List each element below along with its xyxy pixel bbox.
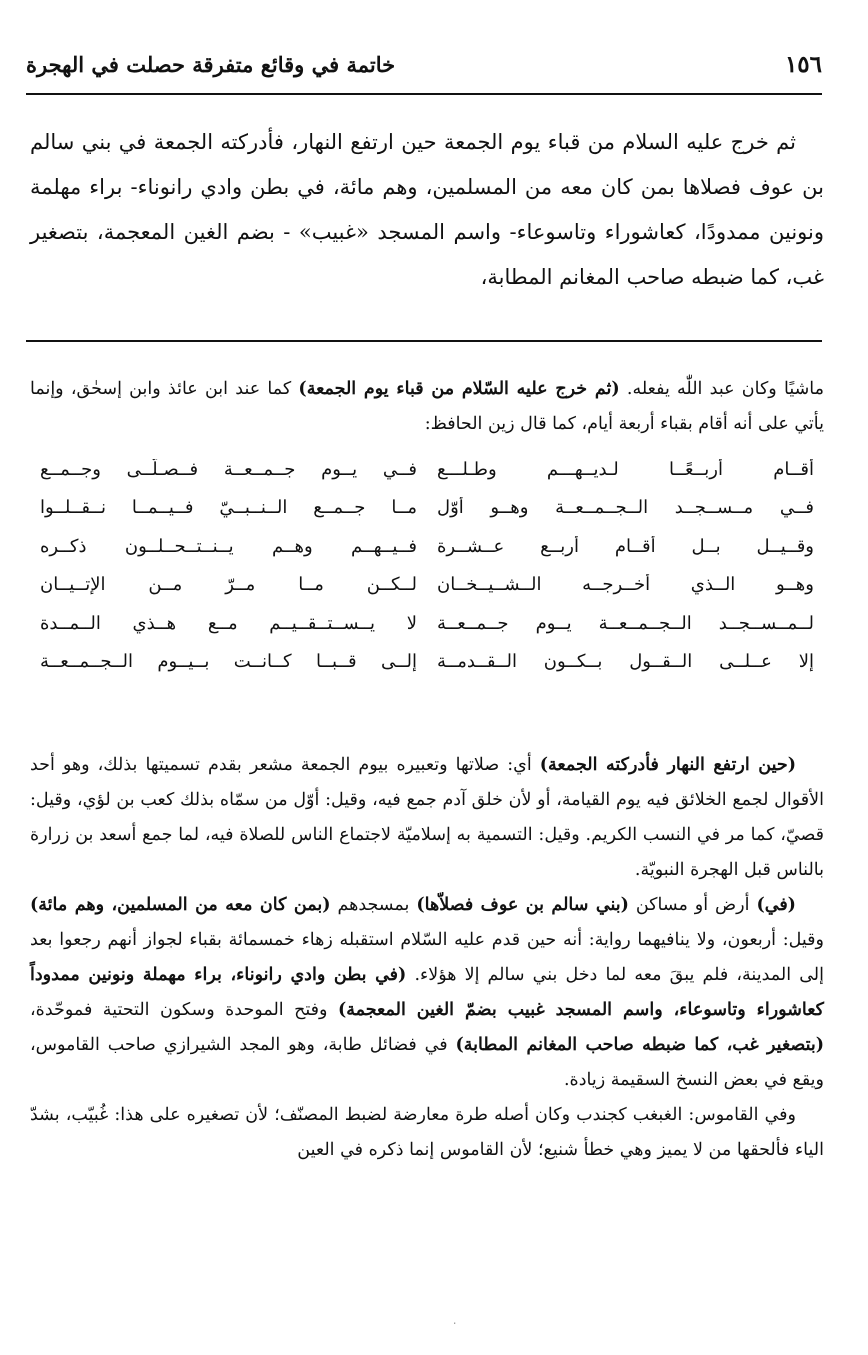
poem-verse bbox=[30, 450, 824, 489]
verse-left-hemistich: فــي يــوم جــمــعــة فــصـلّــى وجــمــع bbox=[40, 458, 417, 480]
verse-left-hemistich: إلــى قــبــا كــانــت بــيــوم الــجــمــعــة bbox=[40, 651, 417, 673]
quoted-matn: (بني سالم بن عوف فصلاّها) bbox=[416, 895, 629, 915]
commentary-text: أي: صلاتها وتعبيره بيوم الجمعة مشعر بقدم تسميتها بذلك، وهو أحد الأقوال لجمع الخلائق فيه يوم القيامة، أو لأن خلق آدم جمع فيه، وقيل: أوّل من سمّاه بذلك كعب بن لؤي، وقيل: قصيّ، كما مر في النسب الكريم. وقيل: التسمية به إسلاميّة لاجتماع الناس للصلاة فيه، لما جمع أسعد بن زرارة بالناس قبل الهجرة النبويّة. bbox=[30, 755, 824, 880]
verse-left-hemistich: لا يــســتــقــيــم مــع هــذي الــمــدة bbox=[40, 612, 417, 634]
verse-right-hemistich: فــي مــســجــد الــجــمــعــة وهــو أوّل bbox=[437, 497, 814, 519]
verse-left-hemistich: لــكــن مــا مــرّ مــن الإتــيــان bbox=[40, 574, 417, 596]
commentary-paragraph bbox=[30, 372, 824, 442]
poem bbox=[30, 450, 824, 681]
header-rule bbox=[26, 93, 822, 95]
main-paragraph: ثم خرج عليه السلام من قباء يوم الجمعة حين ارتفع النهار، فأدركته الجمعة في بني سالم بن عوف فصلاها بمن كان معه من المسلمين، وهم مائة، في بطن وادي رانوناء- براء مهلمة ونونين ممدودًا، كعاشوراء وتاسوعاء- واسم المسجد «غبيب» - بضم الغين المعجمة، بتصغير غب، كما ضبطه صاحب المغانم المطابة، bbox=[30, 130, 824, 289]
verse-right-hemistich: وهــو الــذي أخــرجــه الــشــيــخــان bbox=[437, 574, 814, 596]
commentary-paragraph: وفي القاموس: الغبغب كجندب وكان أصله طرة معارضة لضبط المصنّف؛ لأن تصغيره على هذا: غُبيّب، بشدّ الياء فألحقها من لا يميز وهي خطأ شنيع؛ لأن القاموس إنما ذكره في العين bbox=[30, 1105, 824, 1160]
quoted-matn: (بمن كان معه من المسلمين، وهم مائة) bbox=[30, 895, 331, 915]
commentary-text: وفتح الموحدة وسكون التحتية فموحّدة، bbox=[30, 1000, 328, 1020]
commentary-text: بمسجدهم bbox=[337, 895, 410, 915]
commentary-paragraph bbox=[30, 888, 824, 1098]
verse-right-hemistich: لــمــســجــد الــجــمــعــة يــوم جــمــعــة bbox=[437, 612, 814, 634]
footnote-separator bbox=[26, 340, 822, 342]
quoted-matn: (حين ارتفع النهار فأدركته الجمعة) bbox=[539, 755, 796, 775]
verse-right-hemistich: أقــام أربــعًــا لـديــهـــم وطـلـــع bbox=[437, 458, 814, 480]
commentary-text: ماشيًا وكان عبد اللّٰه يفعله. bbox=[626, 379, 824, 399]
commentary-paragraph bbox=[30, 748, 824, 888]
quoted-matn: (بتصغير غب، كما ضبطه صاحب المغانم المطابة) bbox=[455, 1035, 824, 1055]
quoted-matn: (في) bbox=[756, 895, 796, 915]
commentary-block-1 bbox=[30, 372, 824, 442]
commentary-text: أرض أو مساكن bbox=[635, 895, 750, 915]
main-text-block bbox=[30, 120, 824, 300]
page-number: ١٥٦ bbox=[784, 50, 822, 78]
poem-verse bbox=[30, 527, 824, 566]
verse-left-hemistich: مــا جــمــع الــنــبــيّ فــيــمــا نــقــلــوا bbox=[40, 497, 417, 519]
running-title: خاتمة في وقائع متفرقة حصلت في الهجرة bbox=[26, 51, 396, 77]
quoted-matn: (في بطن وادي رانوناء، براء مهملة ونونين ممدوداً كعاشوراء وتاسوعاء، واسم المسجد غبيب بضمّ الغين المعجمة) bbox=[30, 965, 824, 1020]
verse-right-hemistich: إلا عــلــى الــقــول بــكــون الــقــدمــة bbox=[437, 651, 814, 673]
poem-verse bbox=[30, 604, 824, 643]
commentary-text: وقيل: أربعون، ولا ينافيهما رواية: أنه حين قدم عليه السّلام استقبله زهاء خمسمائة بقباء لجواز أنهم رجعوا بعد إلى المدينة، فلم يبقَ معه لما دخل بني سالم إلا هؤلاء. bbox=[30, 930, 824, 985]
quoted-matn: (ثم خرج عليه السّلام من قباء يوم الجمعة) bbox=[298, 379, 620, 399]
poem-verse bbox=[30, 489, 824, 528]
commentary-text: كما عند ابن عائذ وابن إسحٰق، وإنما يأتي على أنه أقام بقباء أربعة أيام، كما قال زين الحافظ: bbox=[30, 379, 824, 434]
poem-verse bbox=[30, 566, 824, 605]
poem-verse bbox=[30, 643, 824, 682]
verse-left-hemistich: فــيــهــم وهــم يــنــتــحــلــون ذكــره bbox=[40, 535, 417, 557]
verse-right-hemistich: وقــيــل بــل أقــام أربــع عــشــرة bbox=[437, 535, 814, 557]
commentary-block-2 bbox=[30, 748, 824, 1168]
page-header bbox=[26, 44, 822, 84]
commentary-text: في فضائل طابة، وهو المجد الشيرازي صاحب القاموس، ويقع في بعض النسخ السقيمة زيادة. bbox=[30, 1035, 824, 1090]
footer-mark: ٠ bbox=[452, 1318, 458, 1329]
